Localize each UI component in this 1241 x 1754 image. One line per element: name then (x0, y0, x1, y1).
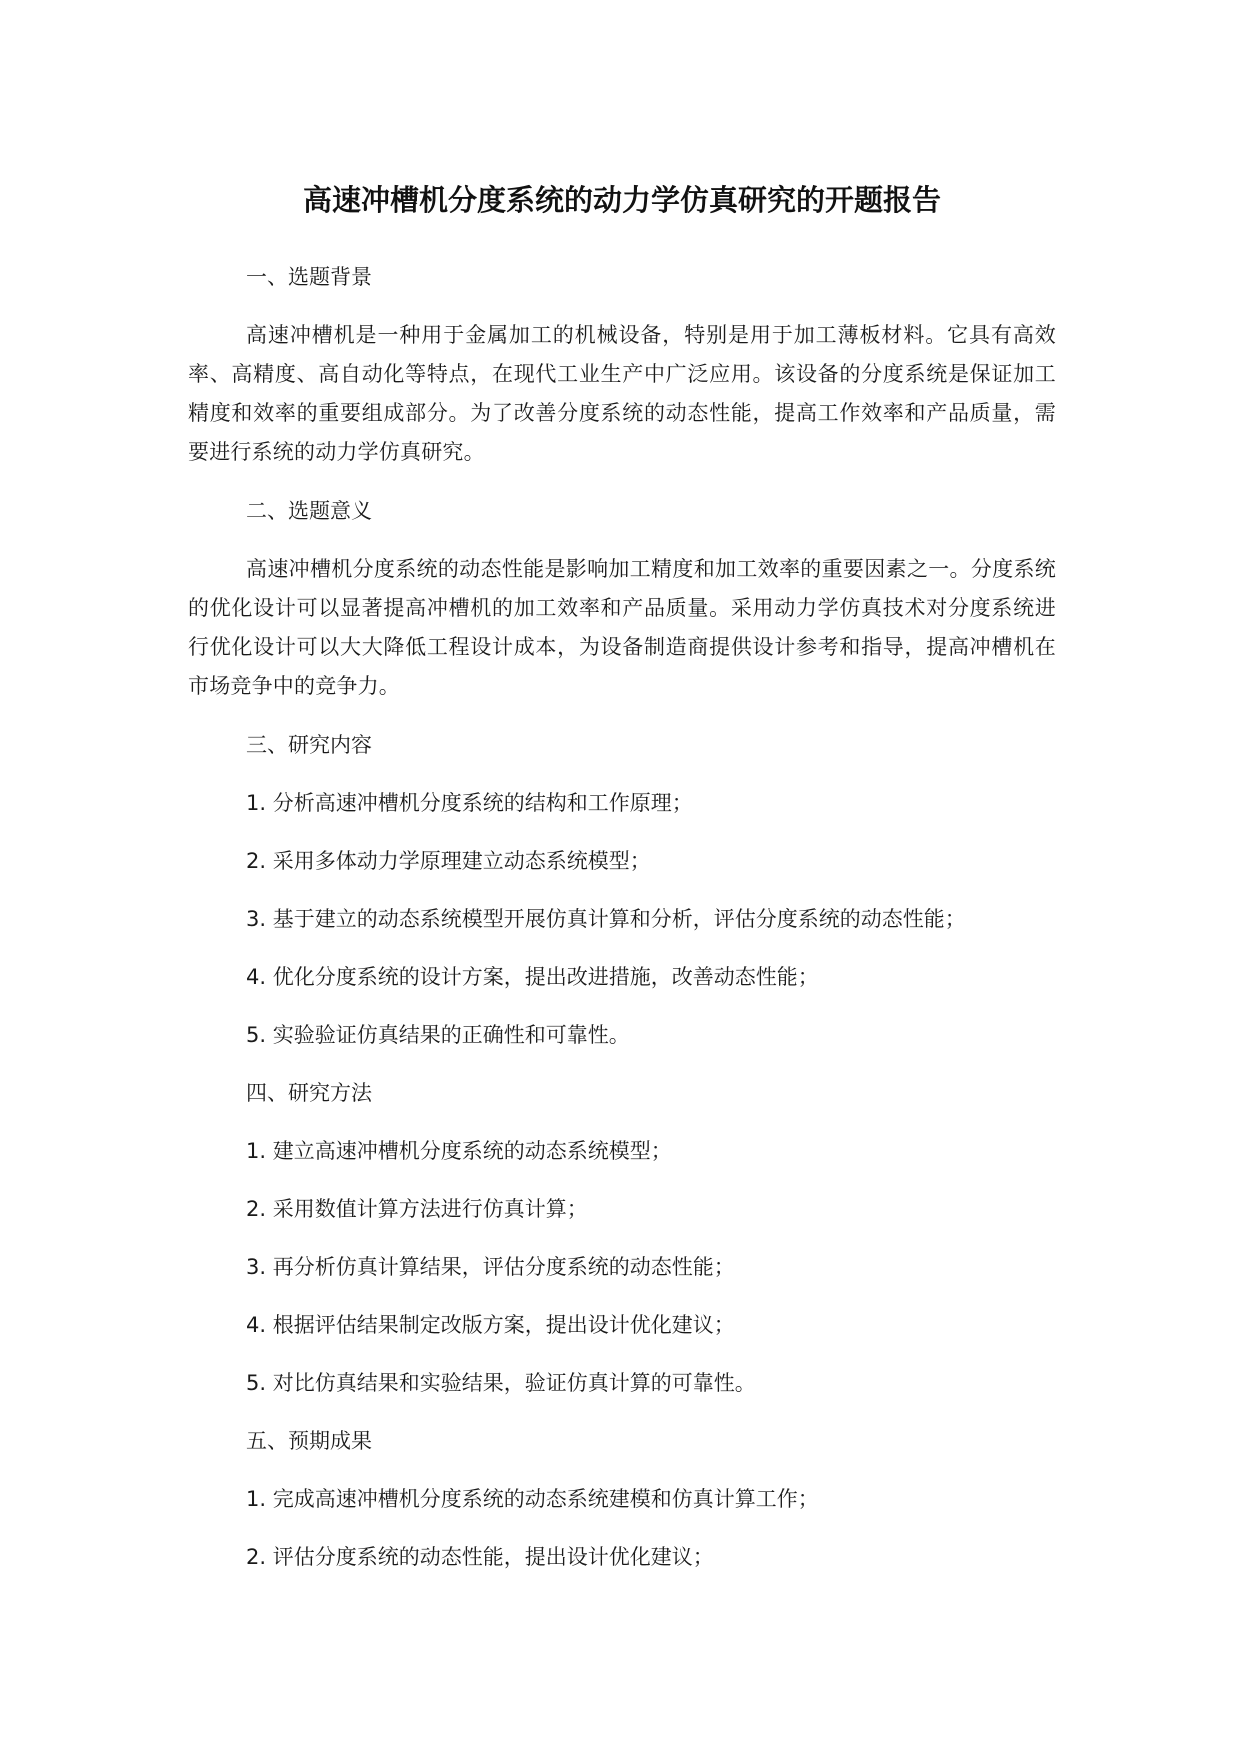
section-heading: 三、研究内容 (246, 733, 372, 757)
list-item: 3. 再分析仿真计算结果，评估分度系统的动态性能； (246, 1255, 735, 1279)
list-item: 4. 根据评估结果制定改版方案，提出设计优化建议； (246, 1313, 735, 1337)
list-item: 3. 基于建立的动态系统模型开展仿真计算和分析，评估分度系统的动态性能； (246, 907, 966, 931)
section-heading: 一、选题背景 (246, 265, 372, 289)
list-item: 1. 完成高速冲槽机分度系统的动态系统建模和仿真计算工作； (246, 1487, 819, 1511)
list-item: 2. 采用数值计算方法进行仿真计算； (246, 1197, 588, 1221)
section-paragraph: 高速冲槽机分度系统的动态性能是影响加工精度和加工效率的重要因素之一。分度系统的优化设计可以显著提高冲槽机的加工效率和产品质量。采用动力学仿真技术对分度系统进行优化设计可以大大降低工程设计成本，为设备制造商提供设计参考和指导，提高冲槽机在市场竞争中的竞争力。 (188, 557, 1056, 698)
document-body (188, 258, 1056, 1576)
list-item: 2. 评估分度系统的动态性能，提出设计优化建议； (246, 1545, 714, 1569)
list-item: 1. 分析高速冲槽机分度系统的结构和工作原理； (246, 791, 693, 815)
section-heading: 二、选题意义 (246, 499, 372, 523)
section-research-methods (188, 1074, 1056, 1402)
list-item: 1. 建立高速冲槽机分度系统的动态系统模型； (246, 1139, 672, 1163)
section-paragraph: 高速冲槽机是一种用于金属加工的机械设备，特别是用于加工薄板材料。它具有高效率、高精度、高自动化等特点，在现代工业生产中广泛应用。该设备的分度系统是保证加工精度和效率的重要组成部分。为了改善分度系统的动态性能，提高工作效率和产品质量，需要进行系统的动力学仿真研究。 (188, 323, 1056, 464)
section-heading: 五、预期成果 (246, 1429, 372, 1453)
section-significance (188, 492, 1056, 706)
list-item: 5. 实验验证仿真结果的正确性和可靠性。 (246, 1023, 630, 1047)
list-item: 5. 对比仿真结果和实验结果，验证仿真计算的可靠性。 (246, 1371, 756, 1395)
section-background (188, 258, 1056, 472)
document-title: 高速冲槽机分度系统的动力学仿真研究的开题报告 (302, 183, 941, 217)
list-item: 2. 采用多体动力学原理建立动态系统模型； (246, 849, 651, 873)
section-heading: 四、研究方法 (246, 1081, 372, 1105)
section-research-content (188, 726, 1056, 1054)
list-item: 4. 优化分度系统的设计方案，提出改进措施，改善动态性能； (246, 965, 819, 989)
section-expected-results (188, 1422, 1056, 1576)
